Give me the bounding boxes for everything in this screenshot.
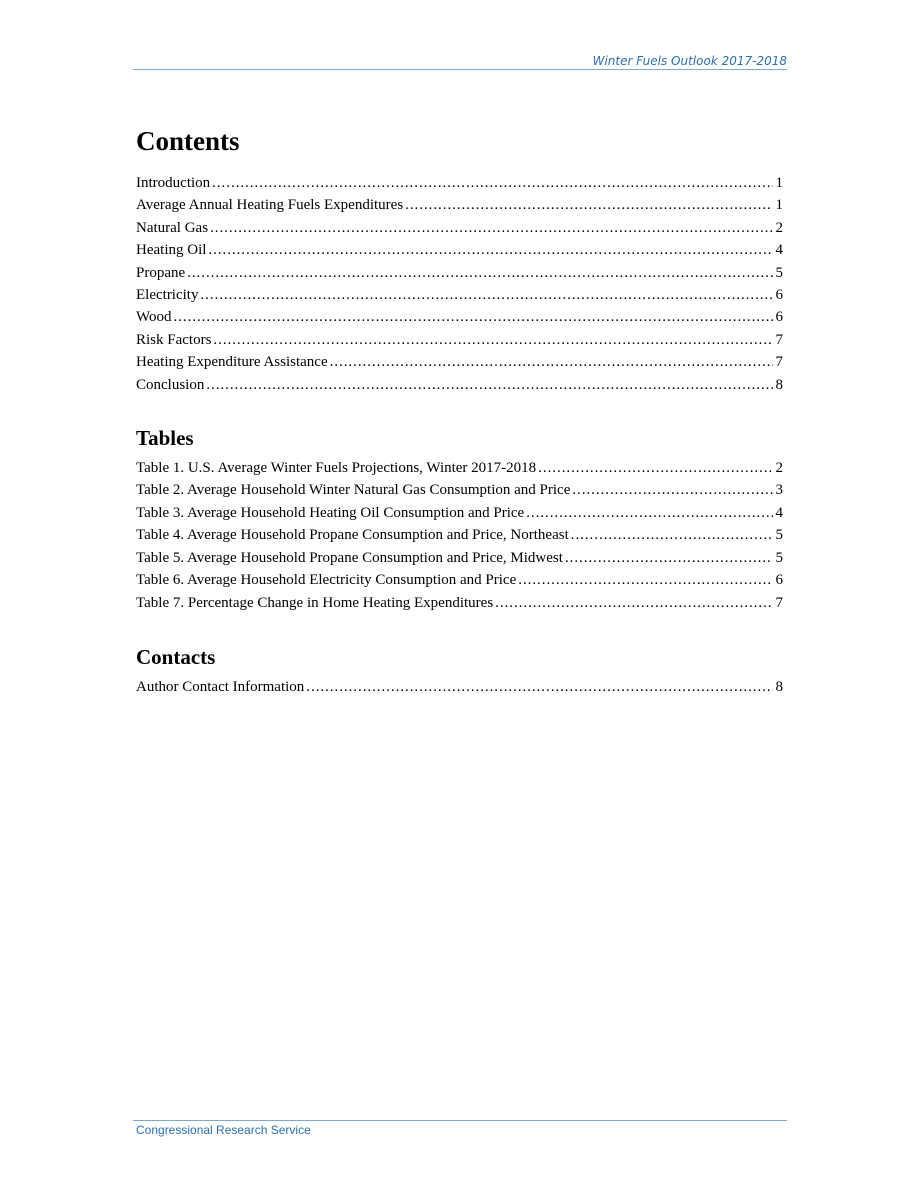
toc-entry-page: 1 [775,175,783,191]
toc-entry-label: Table 4. Average Household Propane Consumption and Price, Northeast [136,527,569,544]
toc-entry-page: 1 [775,197,783,214]
toc-entry-page: 5 [775,549,783,566]
toc-entry-label: Electricity [136,287,199,304]
dot-leader [571,524,773,546]
running-header-title: Winter Fuels Outlook 2017-2018 [592,54,787,68]
footer-divider [133,1120,787,1121]
toc-entry-page: 5 [775,264,783,281]
header-divider [133,69,787,70]
dot-leader [330,351,773,373]
contacts-list [136,676,783,698]
toc-entry[interactable] [136,329,783,351]
toc-entry-label: Table 3. Average Household Heating Oil Consumption and Price [136,504,525,521]
toc-entry-page: 6 [775,309,783,326]
toc-entry[interactable] [136,284,783,306]
dot-leader [572,479,772,501]
contacts-heading: Contacts [136,644,216,669]
dot-leader [187,262,772,284]
tables-heading: Tables [136,426,194,451]
dot-leader [200,284,772,306]
toc-entry[interactable] [136,351,783,373]
toc-entry[interactable] [136,524,783,546]
toc-entry[interactable] [136,374,783,396]
contents-list [136,172,783,396]
toc-entry-label: Table 7. Percentage Change in Home Heating Expenditures [136,594,494,611]
toc-entry[interactable] [136,676,783,698]
dot-leader [212,172,772,194]
footer-organization: Congressional Research Service [136,1123,311,1137]
toc-entry-label: Natural Gas [136,219,209,236]
toc-entry[interactable] [136,592,783,614]
toc-entry[interactable] [136,217,783,239]
toc-entry-page: 4 [775,242,783,259]
toc-entry-label: Propane [136,264,186,281]
toc-entry[interactable] [136,547,783,569]
toc-entry-label: Risk Factors [136,331,212,348]
toc-entry-label: Heating Oil [136,242,207,259]
toc-entry-page: 6 [775,287,783,304]
toc-entry-label: Average Annual Heating Fuels Expenditures [136,197,404,214]
toc-entry[interactable] [136,457,783,479]
section-spacer [136,614,783,644]
toc-entry-page: 8 [775,678,783,695]
toc-entry-label: Table 6. Average Household Electricity Consumption and Price [136,572,517,589]
dot-leader [518,569,772,591]
dot-leader [210,217,772,239]
dot-leader [495,592,772,614]
dot-leader [526,502,772,524]
toc-entry-label: Table 2. Average Household Winter Natural Gas Consumption and Price [136,482,571,499]
toc-entry-label: Author Contact Information [136,678,305,695]
section-spacer [136,396,783,425]
toc-entry-page: 6 [775,572,783,589]
toc-entry-page: 8 [775,376,783,393]
toc-entry[interactable] [136,172,783,194]
toc-entry-label: Wood [136,309,172,326]
toc-entry[interactable] [136,239,783,261]
dot-leader [206,374,772,396]
contents-heading: Contents [136,126,240,156]
tables-list [136,457,783,614]
dot-leader [538,457,772,479]
toc-entry[interactable] [136,306,783,328]
dot-leader [306,676,772,698]
toc-entry[interactable] [136,502,783,524]
table-of-contents [136,124,783,698]
dot-leader [405,194,772,216]
toc-entry-page: 4 [775,504,783,521]
dot-leader [208,239,772,261]
dot-leader [173,306,772,328]
toc-entry[interactable] [136,194,783,216]
toc-entry-page: 7 [775,331,783,348]
toc-entry-page: 2 [775,219,783,236]
toc-entry-label: Conclusion [136,376,205,393]
toc-entry-page: 7 [775,354,783,371]
toc-entry-label: Heating Expenditure Assistance [136,354,328,371]
toc-entry[interactable] [136,569,783,591]
toc-entry-label: Table 5. Average Household Propane Consumption and Price, Midwest [136,549,563,566]
dot-leader [213,329,772,351]
toc-entry-page: 7 [775,594,783,611]
toc-entry[interactable] [136,262,783,284]
toc-entry-label: Introduction [136,175,211,191]
toc-entry-page: 5 [775,527,783,544]
dot-leader [565,547,773,569]
toc-entry-label: Table 1. U.S. Average Winter Fuels Projections, Winter 2017-2018 [136,460,537,477]
toc-entry-page: 3 [775,482,783,499]
toc-entry[interactable] [136,479,783,501]
toc-entry-page: 2 [775,460,783,477]
